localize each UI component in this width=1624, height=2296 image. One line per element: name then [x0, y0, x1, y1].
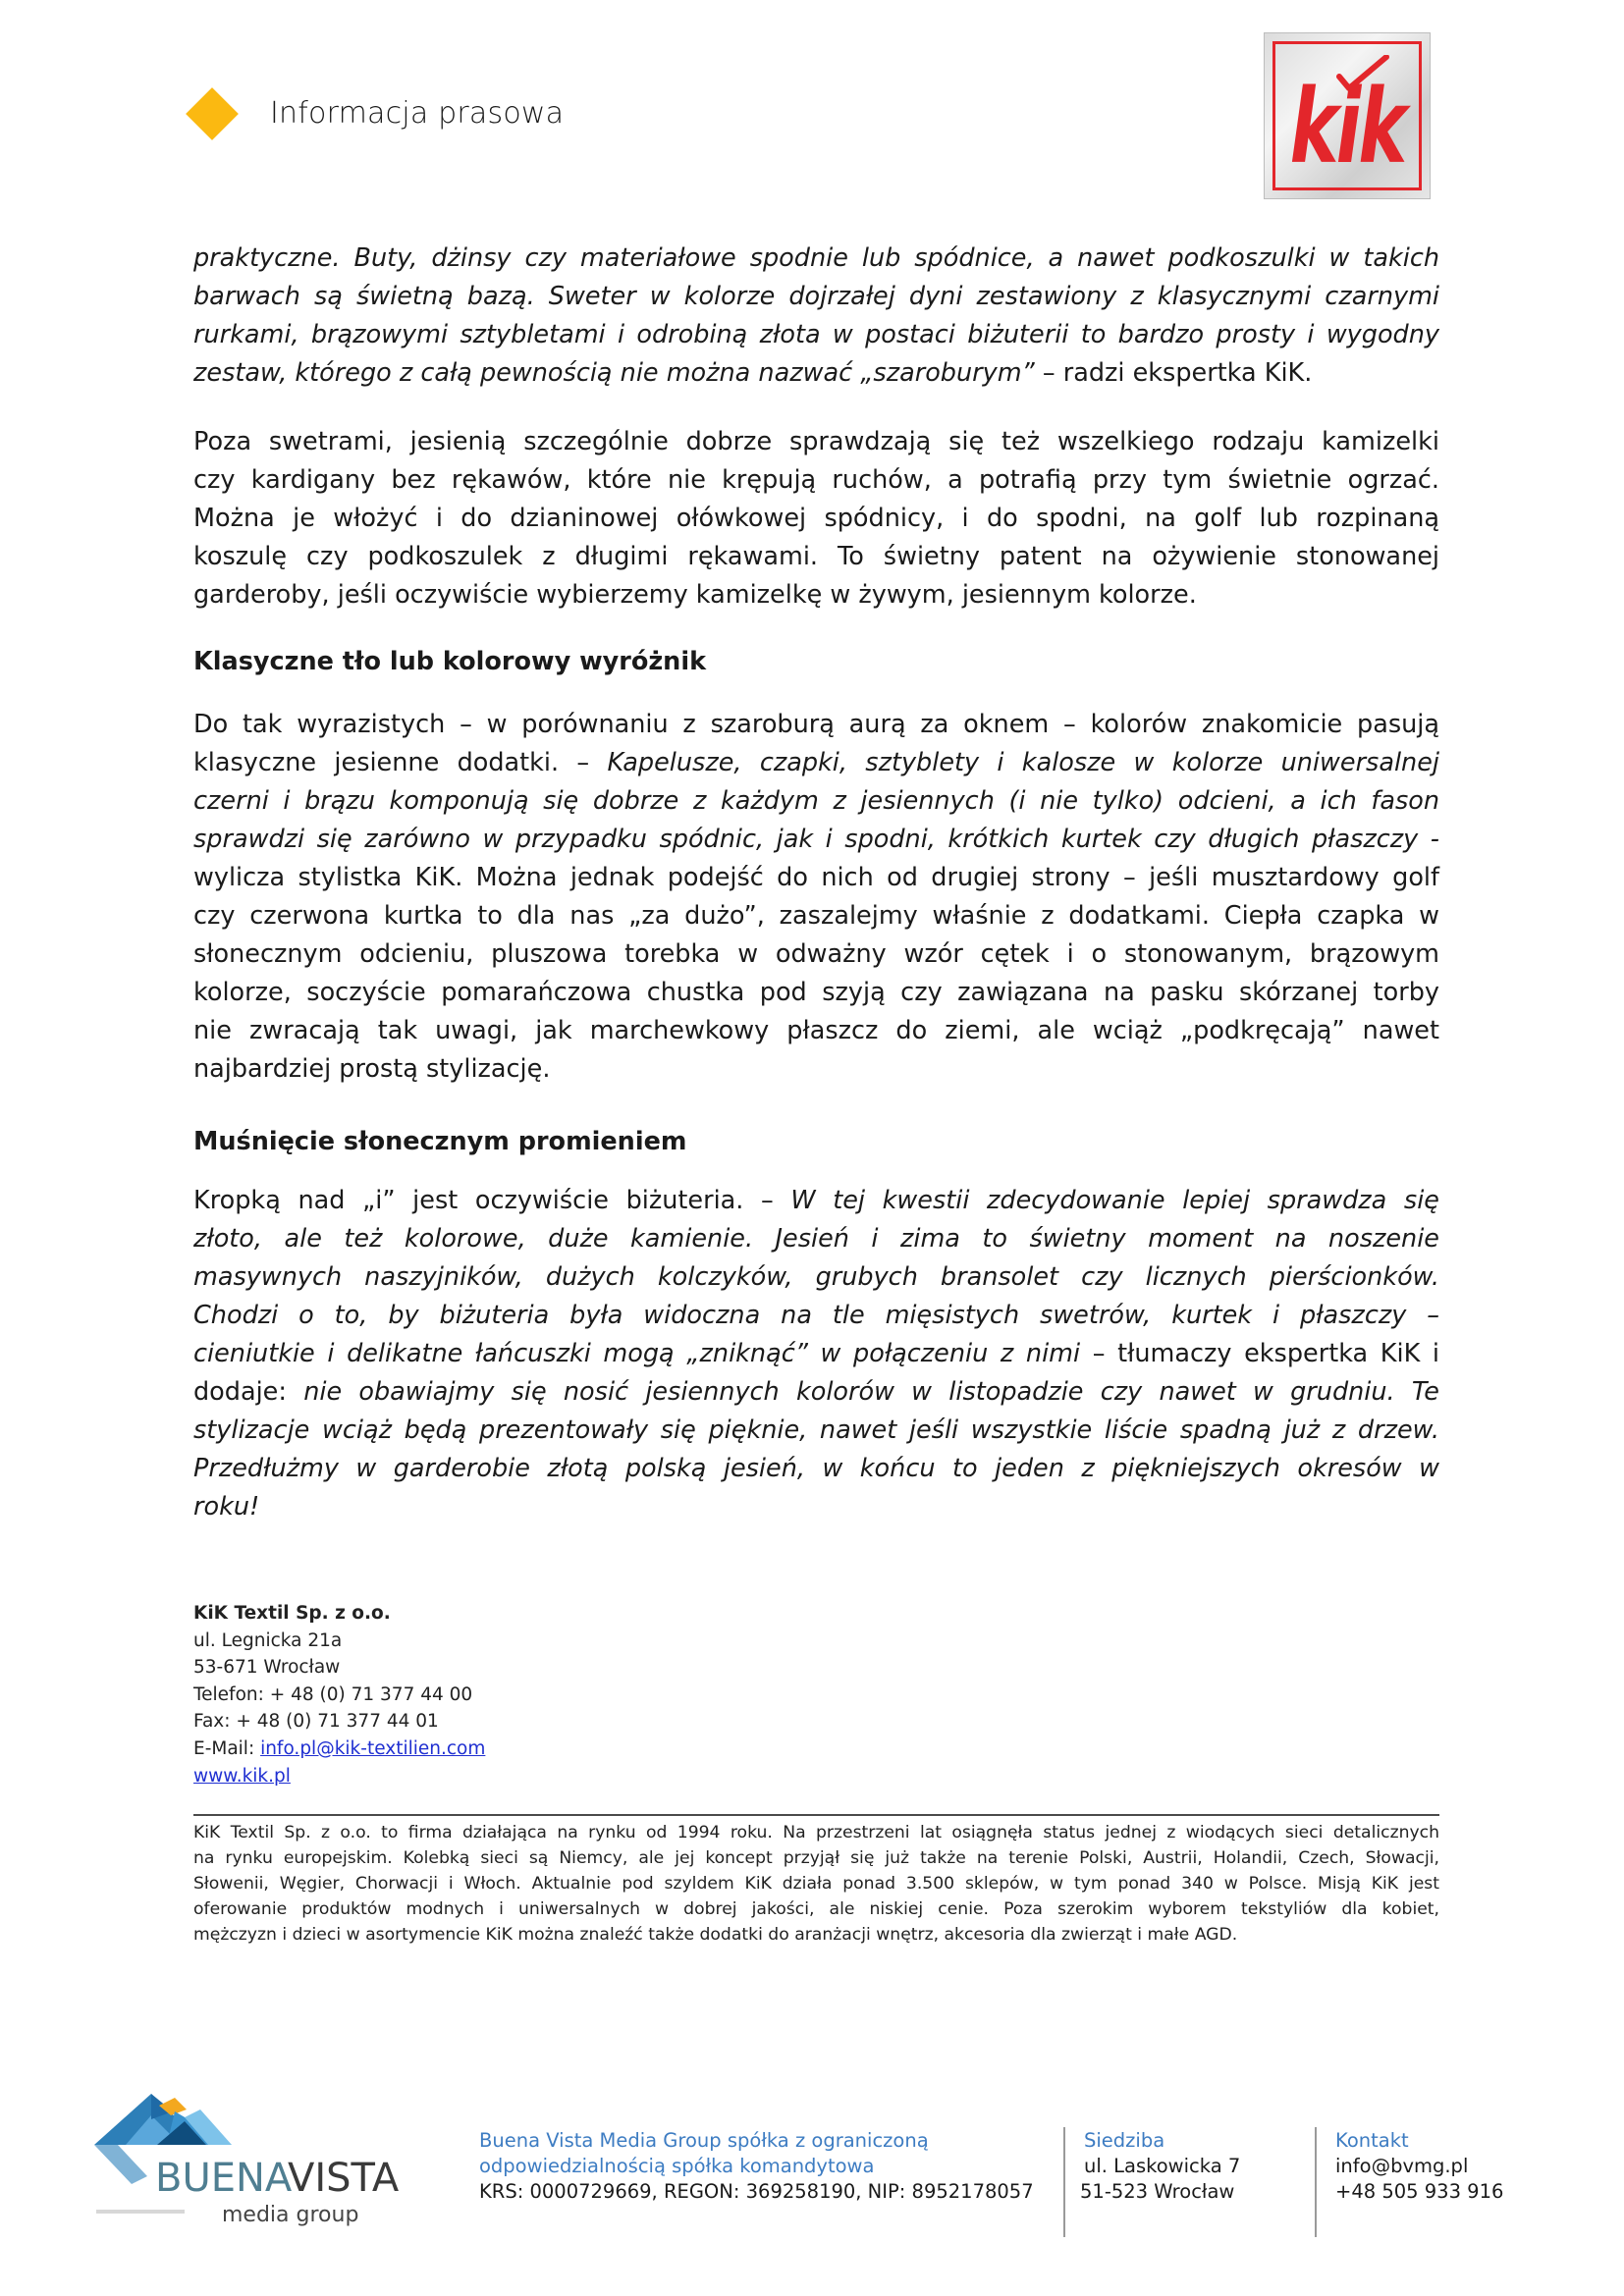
text-line: rurkami, brązowymi sztybletami i odrobiną złota w postaci biżuterii to bardzo prosty i wygodny: [193, 320, 1439, 349]
footer-divider-2: [1315, 2127, 1317, 2237]
text-line: wylicza stylistka KiK. Można jednak podejść do nich od drugiej strony – jeśli musztardowy golf: [193, 863, 1439, 892]
text-line: klasyczne jesienne dodatki. – Kapelusze, czapki, sztyblety i kalosze w kolorze uniwersalnej: [193, 748, 1439, 777]
logo-buena: BUENA: [155, 2156, 293, 2201]
text-line: nie zwracają tak uwagi, jak marchewkowy płaszcz do ziemi, ale wciąż „podkręcają” nawet: [193, 1016, 1439, 1045]
about-line: mężczyzn i dzieci w asortymencie KiK można znaleźć także dodatki do aranżacji wnętrz, akcesoria dla zwierząt i małe AGD.: [193, 1925, 1238, 1945]
logo-wordmark: kik: [1289, 67, 1405, 187]
footer-email: info@bvmg.pl: [1335, 2155, 1469, 2177]
email-link[interactable]: info.pl@kik-textilien.com: [260, 1737, 486, 1759]
contact-city: 53-671 Wrocław: [193, 1657, 341, 1679]
diamond-icon: [186, 87, 239, 140]
text-line: słonecznym odcieniu, pluszowa torebka w odważny wzór cętek i o stonowanym, brązowym: [193, 939, 1439, 969]
seat-label: Siedziba: [1084, 2129, 1165, 2152]
website-link[interactable]: www.kik.pl: [193, 1765, 291, 1787]
text-line: zestaw, którego z całą pewnością nie można nazwać „szaroburym” – radzi ekspertka KiK.: [193, 358, 1313, 388]
text-line: czy kardigany bez rękawów, które nie krępują ruchów, a potrafią przy tym świetnie ogrzać.: [193, 465, 1439, 495]
text-line: najbardziej prostą stylizację.: [193, 1054, 551, 1084]
mountain-logo-icon: [86, 2086, 425, 2233]
footer-divider-1: [1063, 2127, 1065, 2237]
text-line: Poza swetrami, jesienią szczególnie dobrze sprawdzają się też wszelkiego rodzaju kamizelki: [193, 427, 1439, 456]
footer-phone: +48 505 933 916: [1335, 2180, 1504, 2203]
text-line: kolorze, soczyście pomarańczowa chustka pod szyją czy zawiązana na pasku skórzanej torby: [193, 978, 1439, 1007]
text-line: Chodzi o to, by biżuteria była widoczna na tle mięsistych swetrów, kurtek i płaszczy –: [193, 1301, 1439, 1330]
text-line: sprawdzi się zarówno w przypadku spódnic, jak i spodni, krótkich kurtek czy długich płaszczy -: [193, 825, 1439, 854]
paragraph-3: [193, 706, 1439, 1089]
footer-company: [479, 2128, 1034, 2205]
text-line: czerni i brązu komponują się dobrze z każdym z jesiennych (i nie tylko) odcieni, a ich fason: [193, 786, 1439, 816]
text-line: stylizacje wciąż będą prezentowały się pięknie, nawet jeśli wszystkie liście spadną już z drzew.: [193, 1415, 1439, 1445]
paragraph-2: [193, 423, 1439, 614]
paragraph-1: [193, 240, 1439, 393]
contact-website-row: [193, 1763, 485, 1790]
text-line: Można je włożyć i do dzianinowej ołówkowej spódnicy, i do spodni, na golf lub rozpinaną: [193, 504, 1439, 533]
company-name-line2: odpowiedzialnością spółka komandytowa: [479, 2155, 875, 2177]
about-line: Słowenii, Węgier, Chorwacji i Włoch. Aktualnie pod szyldem KiK działa ponad 3.500 sklepów, w tym ponad 340 w Polsce. Misją KiK jest: [193, 1874, 1439, 1894]
contact-label: Kontakt: [1335, 2129, 1409, 2152]
seat-street: ul. Laskowicka 7: [1084, 2155, 1241, 2177]
email-label: E-Mail:: [193, 1737, 261, 1759]
about-line: na rynku europejskim. Kolebką sieci są Niemcy, ale jej koncept przyjął się już także na terenie Polski, Austrii, Holandii, Czech, Słowacji,: [193, 1848, 1439, 1868]
paragraph-4: [193, 1182, 1439, 1526]
about-company: [193, 1820, 1439, 1948]
about-line: KiK Textil Sp. z o.o. to firma działająca na rynku od 1994 roku. Na przestrzeni lat osiągnęła status jednej z wiodących sieci detalicznych: [193, 1823, 1439, 1842]
buenavista-logo: [86, 2086, 425, 2233]
section-heading-classic: Klasyczne tło lub kolorowy wyróżnik: [193, 647, 707, 676]
company-name-line1: Buena Vista Media Group spółka z ograniczoną: [479, 2129, 929, 2152]
footer-contact: [1335, 2128, 1503, 2205]
contact-street: ul. Legnicka 21a: [193, 1629, 343, 1651]
text-line: Do tak wyrazistych – w porównaniu z szaroburą aurą za oknem – kolorów znakomicie pasują: [193, 710, 1439, 739]
text-line: barwach są świetną bazą. Sweter w kolorze dojrzałej dyni zestawiony z klasycznymi czarnymi: [193, 282, 1439, 311]
text-line: Kropką nad „i” jest oczywiście biżuteria. – W tej kwestii zdecydowanie lepiej sprawdza się: [193, 1186, 1439, 1215]
page-title: Informacja prasowa: [270, 96, 565, 131]
contact-fax: Fax: + 48 (0) 71 377 44 01: [193, 1711, 439, 1733]
text-line: garderoby, jeśli oczywiście wybierzemy kamizelkę w żywym, jesiennym kolorze.: [193, 580, 1197, 610]
seat-city: 51-523 Wrocław: [1080, 2180, 1235, 2203]
contact-block: [193, 1600, 485, 1789]
text-line: praktyczne. Buty, dżinsy czy materiałowe spodnie lub spódnice, a nawet podkoszulki w takich: [193, 243, 1439, 273]
about-line: oferowanie produktów modnych i uniwersalnych w dobrej jakości, ale niskiej cenie. Poza szerokim wyborem tekstyliów dla kobiet,: [193, 1899, 1439, 1919]
contact-phone: Telefon: + 48 (0) 71 377 44 00: [193, 1683, 473, 1705]
text-line: roku!: [193, 1492, 260, 1522]
text-line: czy czerwona kurtka to dla nas „za dużo”, zaszalejmy właśnie z dodatkami. Ciepła czapka w: [193, 901, 1439, 931]
text-line: koszulę czy podkoszulek z długimi rękawami. To świetny patent na ożywienie stonowanej: [193, 542, 1439, 571]
logo-tagline: media group: [222, 2203, 359, 2227]
text-line: masywnych naszyjników, dużych kolczyków, grubych bransolet czy licznych pierścionków.: [193, 1262, 1439, 1292]
text-line: cieniutkie i delikatne łańcuszki mogą „zniknąć” w połączeniu z nimi – tłumaczy ekspertka KiK i: [193, 1339, 1439, 1368]
logo-vista: VISTA: [288, 2156, 400, 2201]
contact-company: KiK Textil Sp. z o.o.: [193, 1603, 391, 1624]
text-line: złoto, ale też kolorowe, duże kamienie. Jesień i zima to świetny moment na noszenie: [193, 1224, 1439, 1254]
divider: [193, 1814, 1439, 1816]
kik-logo: [1265, 33, 1430, 198]
section-heading-sunray: Muśnięcie słonecznym promieniem: [193, 1127, 687, 1156]
company-registry: KRS: 0000729669, REGON: 369258190, NIP: 8952178057: [479, 2180, 1034, 2203]
footer-seat: [1080, 2128, 1240, 2205]
contact-email-row: [193, 1735, 485, 1763]
text-line: dodaje: nie obawiajmy się nosić jesiennych kolorów w listopadzie czy nawet w grudniu. Te: [193, 1377, 1439, 1407]
text-line: Przedłużmy w garderobie złotą polską jesień, w końcu to jeden z piękniejszych okresów w: [193, 1454, 1439, 1483]
